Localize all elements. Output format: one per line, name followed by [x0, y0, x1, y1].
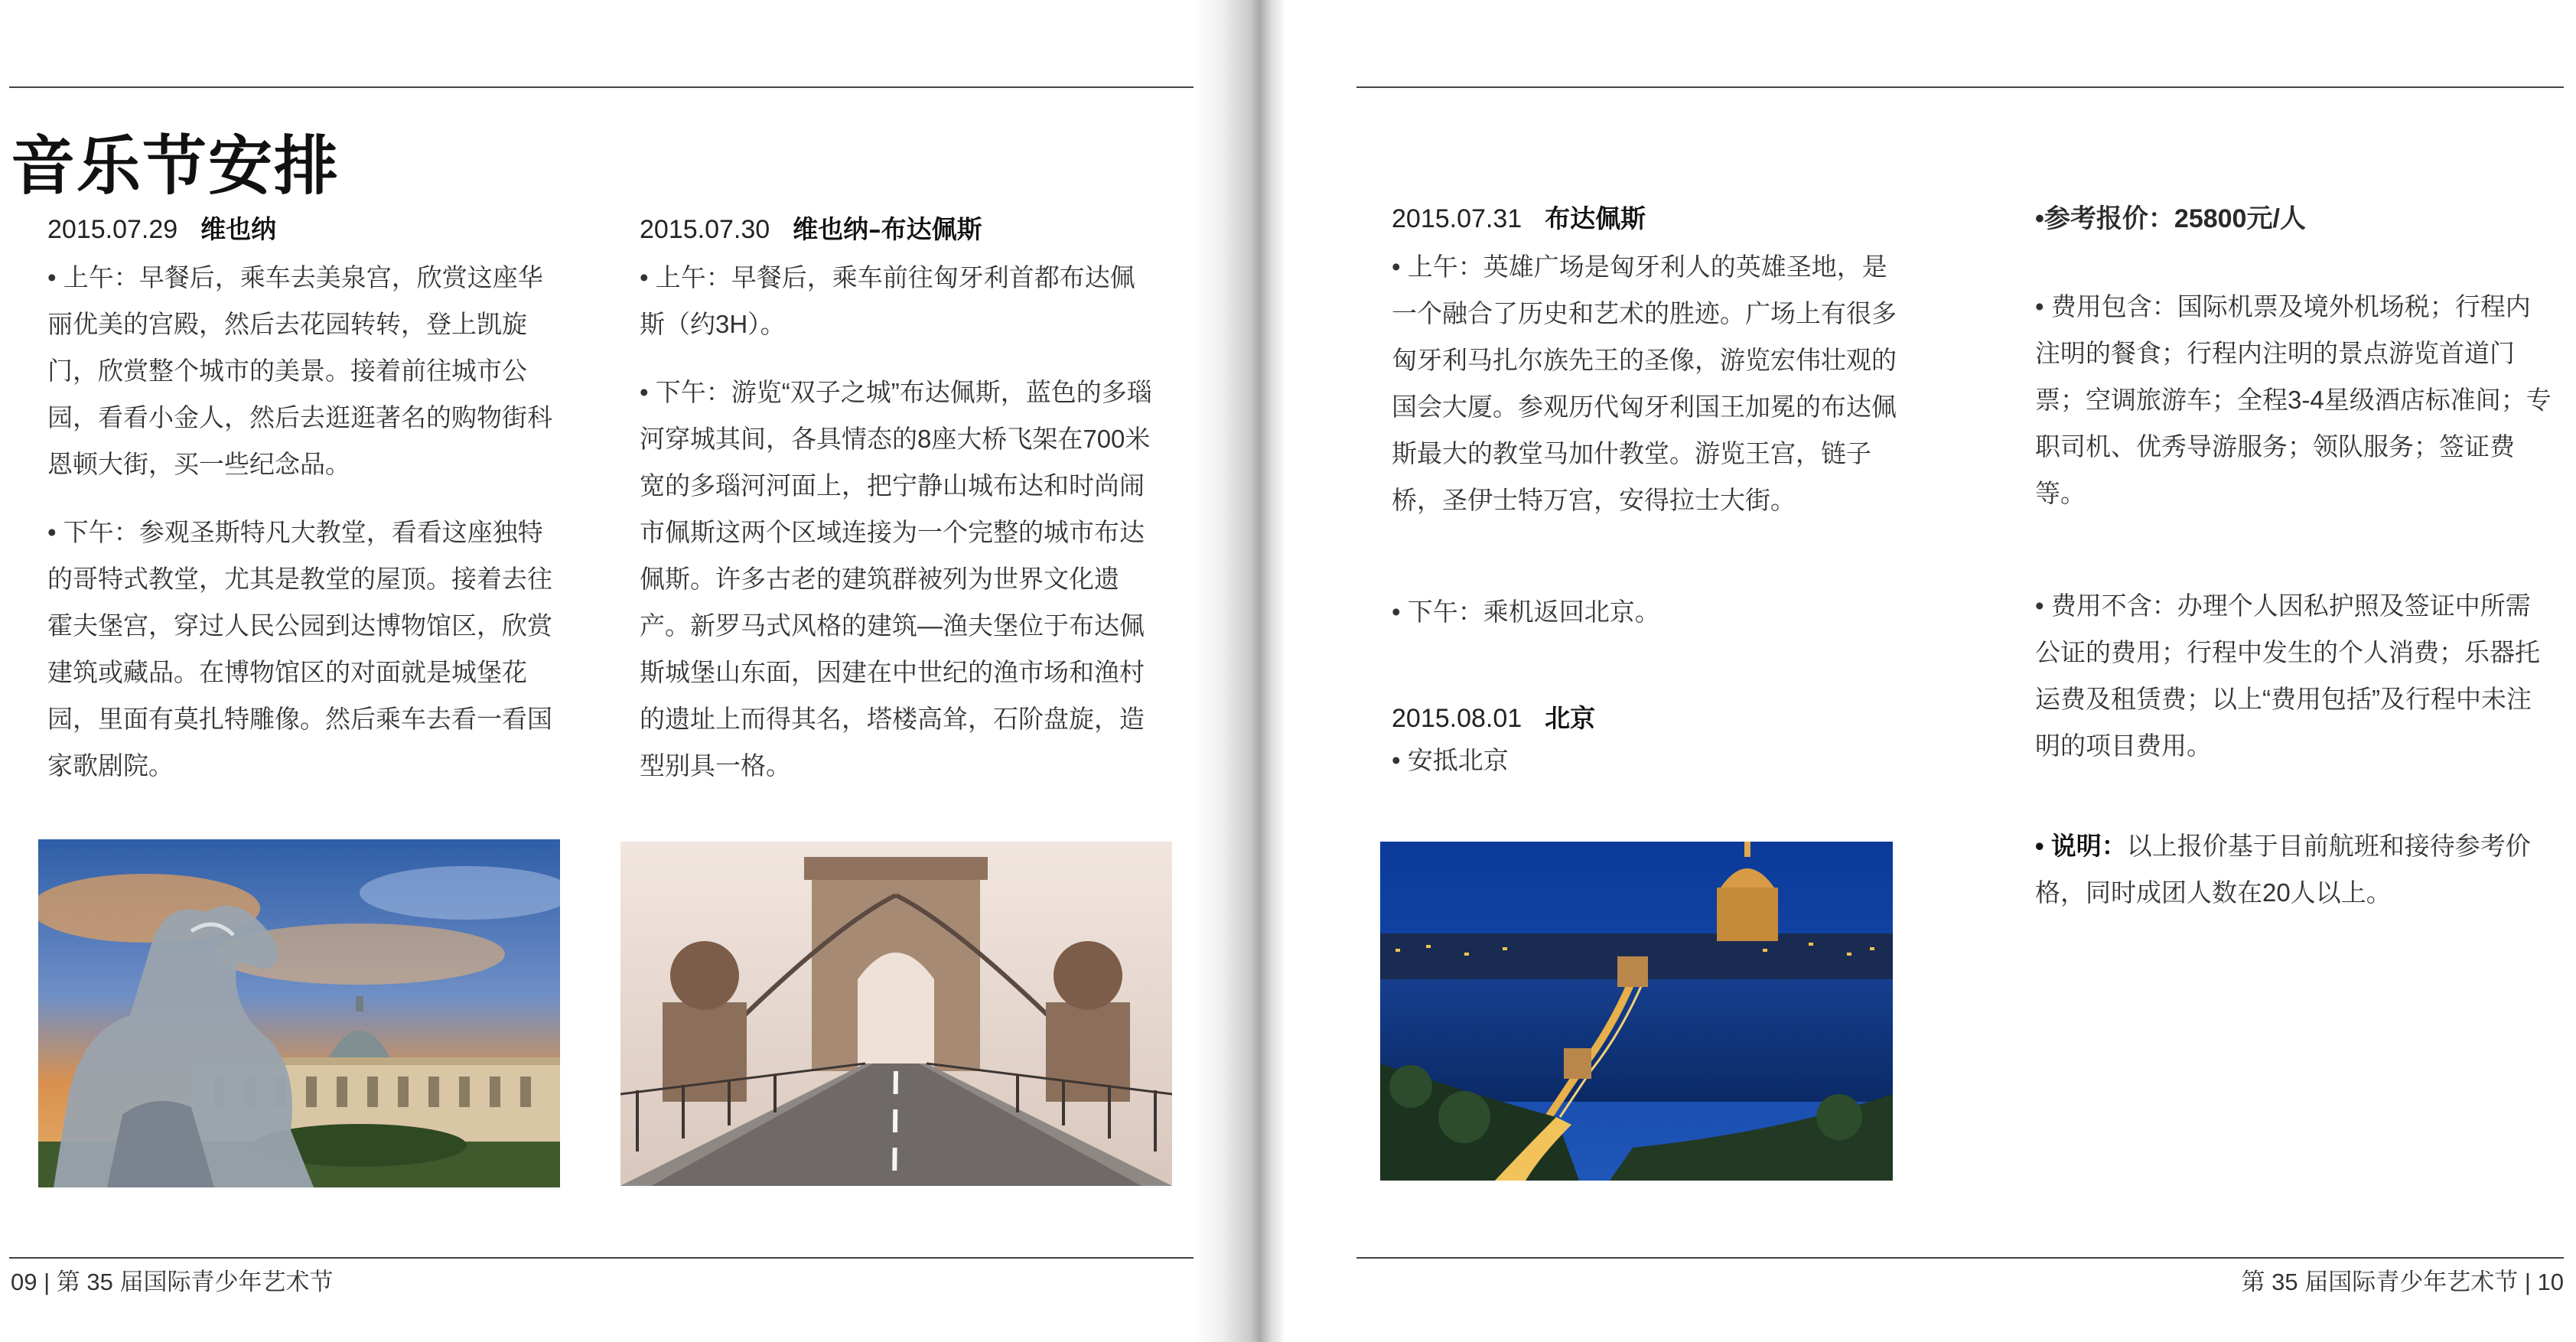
- budapest-night-photo: [1380, 842, 1893, 1181]
- note-label: • 说明：: [2035, 832, 2127, 860]
- day1-city: 维也纳: [200, 214, 277, 244]
- day3-header: [1392, 200, 1912, 237]
- day1-date: 2015.07.29: [47, 215, 178, 244]
- vienna-statue-photo: [38, 839, 560, 1187]
- day4-date: 2015.08.01: [1392, 704, 1522, 733]
- bottom-rule-right: [1356, 1257, 2564, 1259]
- note-text: [2035, 822, 2555, 916]
- day1-morning: • 上午：早餐后，乘车去美泉宫，欣赏这座华丽优美的宫殿，然后去花园转转，登上凯旋门，欣赏整个城市的美景。接着前往城市公园，看看小金人，然后去逛逛著名的购物街科恩顿大街，买一些纪念品。: [47, 263, 552, 478]
- day1-column: [47, 211, 552, 789]
- day4-city: 北京: [1545, 703, 1596, 733]
- day4-note: • 安抵北京: [1392, 746, 1509, 774]
- includes-body: 国际机票及境外机场税；行程内注明的餐食；行程内注明的景点游览首道门票；空调旅游车；全程3-4星级酒店标准间；专职司机、优秀导游服务；领队服务；签证费等。: [2035, 292, 2552, 507]
- excludes-body: 办理个人因私护照及签证中所需公证的费用；行程中发生的个人消费；乐器托运费及租赁费；以上“费用包括”及行程中未注明的项目费用。: [2035, 591, 2540, 760]
- top-rule-right: [1356, 86, 2564, 88]
- excludes-text: [2035, 582, 2555, 769]
- pricing-column: [2035, 200, 2555, 916]
- excludes-label: • 费用不含：: [2035, 591, 2177, 620]
- day2-morning: • 上午：早餐后，乘车前往匈牙利首都布达佩斯（约3H）。: [640, 263, 1135, 338]
- right-footer: 第 35 届国际青少年艺术节 | 10: [2241, 1269, 2564, 1295]
- day3-morning: • 上午：英雄广场是匈牙利人的英雄圣地，是一个融合了历史和艺术的胜迹。广场上有很多匈牙利马扎尔族先王的圣像，游览宏伟壮观的国会大厦。参观历代匈牙利国王加冕的布达佩斯最大的教堂马加什教堂。游览王宫，链子桥，圣伊士特万宫，安得拉士大街。: [1392, 252, 1897, 514]
- includes-label: • 费用包含：: [2035, 292, 2177, 321]
- day1-header: [47, 211, 552, 248]
- left-page: [0, 0, 1194, 1342]
- top-rule: [9, 86, 1194, 88]
- price-line: [2035, 200, 2555, 237]
- day4-header: [1392, 700, 1912, 737]
- day2-header: [640, 211, 1160, 248]
- day3-date: 2015.07.31: [1392, 204, 1522, 233]
- note-body: 以上报价基于目前航班和接待参考价格，同时成团人数在20人以上。: [2035, 832, 2531, 907]
- day1-afternoon: • 下午：参观圣斯特凡大教堂，看看这座独特的哥特式教堂，尤其是教堂的屋顶。接着去往霍夫堡宫，穿过人民公园到达博物馆区，欣赏建筑或藏品。在博物馆区的对面就是城堡花园，里面有莫扎特雕像。然后乘车去看一看国家歌剧院。: [47, 518, 552, 780]
- day3-afternoon: • 下午：乘机返回北京。: [1392, 598, 1660, 626]
- day3-city: 布达佩斯: [1545, 204, 1646, 233]
- day2-afternoon: • 下午：游览“双子之城”布达佩斯，蓝色的多瑙河穿城其间，各具情态的8座大桥飞架在700米宽的多瑙河河面上，把宁静山城布达和时尚闹市佩斯这两个区域连接为一个完整的城市布达佩斯。许多古老的建筑群被列为世界文化遗产。新罗马式风格的建筑—渔夫堡位于布达佩斯城堡山东面，因建在中世纪的渔市场和渔村的遗址上而得其名，塔楼高耸，石阶盘旋，造型别具一格。: [640, 378, 1152, 780]
- right-page: [1285, 0, 2576, 1342]
- page-gutter-shadow: [1194, 0, 1285, 1342]
- day2-city: 维也纳–布达佩斯: [793, 214, 982, 244]
- page-title: 音乐节安排: [11, 128, 340, 204]
- includes-text: [2035, 283, 2555, 516]
- price-label: •参考报价：: [2035, 204, 2174, 233]
- chain-bridge-photo: [620, 842, 1172, 1186]
- price-value: 25800元/人: [2174, 204, 2306, 233]
- day2-column: [640, 211, 1160, 789]
- day3-column: [1392, 200, 1912, 783]
- left-footer: 09 | 第 35 届国际青少年艺术节: [11, 1269, 334, 1295]
- day2-date: 2015.07.30: [640, 215, 770, 244]
- bottom-rule: [9, 1257, 1194, 1259]
